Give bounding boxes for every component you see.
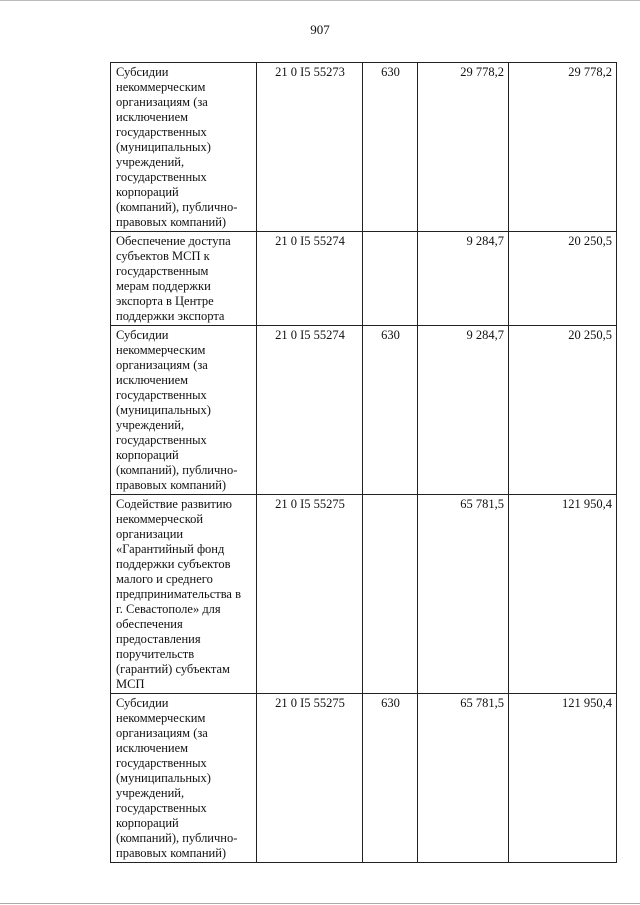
row-name-cell [111, 63, 257, 232]
table-row [111, 326, 617, 495]
row-value2: 20 250,5 [568, 234, 612, 248]
row-value2: 121 950,4 [562, 696, 612, 710]
row-name-cell [111, 495, 257, 694]
row-value2: 20 250,5 [568, 328, 612, 342]
row-value1: 9 284,7 [466, 234, 504, 248]
row-value2: 121 950,4 [562, 497, 612, 511]
row-code-cell [257, 232, 363, 326]
row-value1: 65 781,5 [460, 497, 504, 511]
row-name-cell [111, 232, 257, 326]
row-name: Субсидии некоммерческим организациям (за исключением государственных (муниципальных) учреждений, государственных корпораций (компаний), публично- правовых компаний) [116, 65, 238, 229]
row-type-cell [363, 232, 418, 326]
table-row [111, 694, 617, 863]
row-value2-cell [509, 495, 617, 694]
row-code: 21 0 I5 55274 [275, 328, 345, 342]
row-code: 21 0 I5 55275 [275, 497, 345, 511]
table-row [111, 495, 617, 694]
row-value1: 65 781,5 [460, 696, 504, 710]
row-name: Содействие развитию некоммерческой организации «Гарантийный фонд поддержки субъектов малого и среднего предпринимательства в г. Севастополе» для обеспечения предоставления поручительств (гарантий) субъектам МСП [116, 497, 242, 691]
row-code: 21 0 I5 55273 [275, 65, 345, 79]
row-value1: 9 284,7 [466, 328, 504, 342]
table-row [111, 232, 617, 326]
row-code: 21 0 I5 55275 [275, 696, 345, 710]
row-value1-cell [418, 63, 509, 232]
row-name: Обеспечение доступа субъектов МСП к государственным мерам поддержки экспорта в Центре поддержки экспорта [116, 234, 231, 323]
row-name-cell [111, 694, 257, 863]
row-value2-cell [509, 63, 617, 232]
row-name: Субсидии некоммерческим организациям (за исключением государственных (муниципальных) учреждений, государственных корпораций (компаний), публично- правовых компаний) [116, 696, 238, 860]
row-code-cell [257, 694, 363, 863]
row-value2-cell [509, 326, 617, 495]
budget-table-body [111, 63, 617, 863]
row-name-cell [111, 326, 257, 495]
scan-top-edge [0, 0, 640, 1]
row-value1-cell [418, 232, 509, 326]
scan-bottom-edge [0, 903, 640, 904]
row-type-cell [363, 495, 418, 694]
row-type: 630 [381, 65, 400, 79]
row-value1-cell [418, 326, 509, 495]
row-code: 21 0 I5 55274 [275, 234, 345, 248]
row-value2-cell [509, 694, 617, 863]
row-value1-cell [418, 694, 509, 863]
page-number: 907 [310, 22, 330, 37]
row-type: 630 [381, 328, 400, 342]
row-code-cell [257, 63, 363, 232]
row-type-cell [363, 63, 418, 232]
row-name: Субсидии некоммерческим организациям (за исключением государственных (муниципальных) учреждений, государственных корпораций (компаний), публично- правовых компаний) [116, 328, 238, 492]
budget-table [110, 62, 617, 863]
row-value1: 29 778,2 [460, 65, 504, 79]
row-type: 630 [381, 696, 400, 710]
row-value2-cell [509, 232, 617, 326]
table-row [111, 63, 617, 232]
row-value2: 29 778,2 [568, 65, 612, 79]
row-type-cell [363, 694, 418, 863]
row-code-cell [257, 326, 363, 495]
row-type-cell [363, 326, 418, 495]
row-code-cell [257, 495, 363, 694]
row-value1-cell [418, 495, 509, 694]
